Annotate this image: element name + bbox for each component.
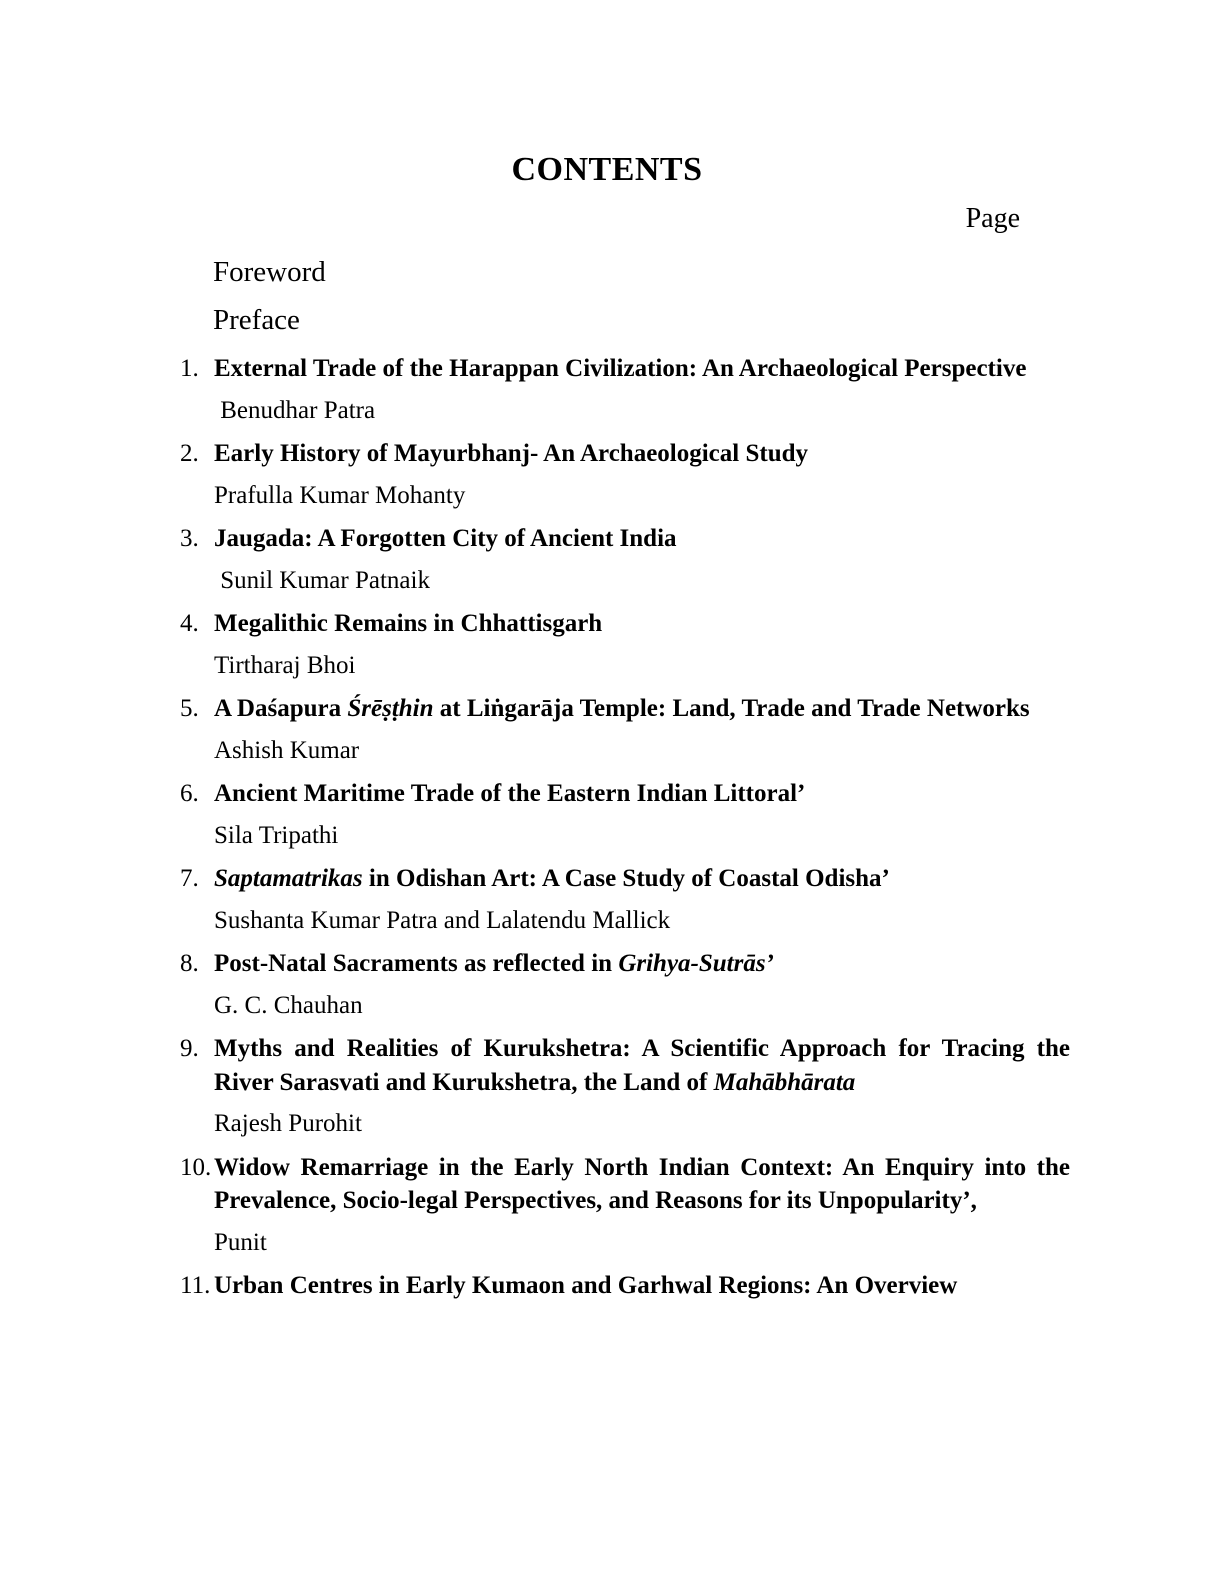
toc-item-body	[214, 522, 1070, 597]
toc-item-author: Sunil Kumar Patnaik	[214, 566, 430, 594]
toc-item-author: Prafulla Kumar Mohanty	[214, 481, 466, 509]
toc-item-title	[214, 862, 1070, 896]
toc-item-body	[214, 352, 1070, 427]
toc-title-segment: A Daśapura	[214, 695, 348, 723]
toc-item-body	[214, 1151, 1070, 1260]
toc-item-body	[214, 1032, 1070, 1141]
toc-item	[180, 862, 1070, 937]
toc-item-author: G. C. Chauhan	[214, 991, 363, 1019]
toc-title-segment: Urban Centres in Early Kumaon and Garhwal Regions: An Overview	[214, 1272, 958, 1300]
toc-item	[180, 947, 1070, 1022]
toc-title-segment-italic: Grihya-Sutrās’	[618, 950, 774, 978]
toc-list	[180, 352, 1070, 1303]
toc-item	[180, 352, 1070, 427]
toc-item-number: 11.	[180, 1272, 211, 1300]
toc-item-number: 9.	[180, 1035, 199, 1063]
toc-item-body	[214, 947, 1070, 1022]
toc-title-segment-italic: Śrēṣṭhin	[347, 695, 434, 723]
toc-item-body	[214, 1269, 1070, 1303]
toc-title-segment: Post-Natal Sacraments as reflected in	[214, 950, 619, 978]
toc-item-body	[214, 437, 1070, 512]
toc-title-segment: in Odishan Art: A Case Study of Coastal Odisha’	[362, 865, 890, 893]
toc-title-segment: Jaugada: A Forgotten City of Ancient India	[214, 525, 677, 553]
toc-item	[180, 1151, 1070, 1260]
toc-title-segment-italic: Mahābhārata	[713, 1068, 856, 1096]
front-matter-item: Preface	[213, 303, 300, 336]
toc-item	[180, 1032, 1070, 1141]
toc-item-author: Tirtharaj Bhoi	[214, 651, 356, 679]
toc-item	[180, 607, 1070, 682]
toc-item-author: Ashish Kumar	[214, 736, 360, 764]
toc-item-author: Punit	[214, 1228, 267, 1256]
toc-item-title	[214, 522, 1070, 556]
toc-item-body	[214, 777, 1070, 852]
toc-title-segment-italic: Saptamatrikas	[214, 865, 363, 893]
toc-item-author: Sila Tripathi	[214, 821, 339, 849]
toc-item-number: 3.	[180, 525, 199, 553]
toc-item-title	[214, 692, 1070, 726]
toc-item-body	[214, 692, 1070, 767]
toc-item-number: 8.	[180, 950, 199, 978]
toc-title-segment: at Liṅgarāja Temple: Land, Trade and Trade Networks	[433, 695, 1030, 723]
toc-item-number: 6.	[180, 780, 199, 808]
toc-title-segment: Megalithic Remains in Chhattisgarh	[214, 610, 603, 638]
page-title: CONTENTS	[511, 151, 703, 188]
toc-item	[180, 437, 1070, 512]
toc-item-number: 10.	[180, 1153, 212, 1181]
toc-item-title	[214, 1032, 1070, 1099]
toc-title-segment: Widow Remarriage in the Early North Indian Context: An Enquiry into the Prevalence, Socio-legal Perspectives, and Reasons for its Unpopularity’,	[214, 1153, 1070, 1215]
toc-item	[180, 522, 1070, 597]
toc-item	[180, 692, 1070, 767]
toc-item-title	[214, 777, 1070, 811]
toc-item	[180, 1269, 1070, 1303]
toc-item-body	[214, 862, 1070, 937]
toc-title-segment: Myths and Realities of Kurukshetra: A Scientific Approach for Tracing the River Sarasvati and Kurukshetra, the Land of	[214, 1035, 1070, 1096]
toc-item-title	[214, 352, 1070, 386]
toc-item-body	[214, 607, 1070, 682]
toc-item-title	[214, 437, 1070, 471]
toc-item-number: 2.	[180, 440, 199, 468]
toc-item-title	[214, 947, 1070, 981]
toc-item-title	[214, 607, 1070, 641]
toc-title-segment: External Trade of the Harappan Civilization: An Archaeological Perspective	[214, 355, 1027, 383]
toc-item-author: Sushanta Kumar Patra and Lalatendu Mallick	[214, 906, 671, 934]
toc-item-number: 7.	[180, 865, 199, 893]
toc-item-title	[214, 1269, 1070, 1303]
toc-item-number: 4.	[180, 610, 199, 638]
toc-item	[180, 777, 1070, 852]
toc-item-number: 1.	[180, 355, 199, 383]
toc-item-title	[214, 1151, 1070, 1218]
front-matter-item: Foreword	[213, 255, 326, 288]
front-matter	[213, 252, 1070, 340]
toc-item-number: 5.	[180, 695, 199, 723]
toc-title-segment: Ancient Maritime Trade of the Eastern Indian Littoral’	[214, 780, 806, 808]
toc-item-author: Rajesh Purohit	[214, 1110, 362, 1138]
page-column-label: Page	[965, 202, 1020, 234]
toc-item-author: Benudhar Patra	[214, 396, 376, 424]
toc-title-segment: Early History of Mayurbhanj- An Archaeological Study	[214, 440, 809, 468]
